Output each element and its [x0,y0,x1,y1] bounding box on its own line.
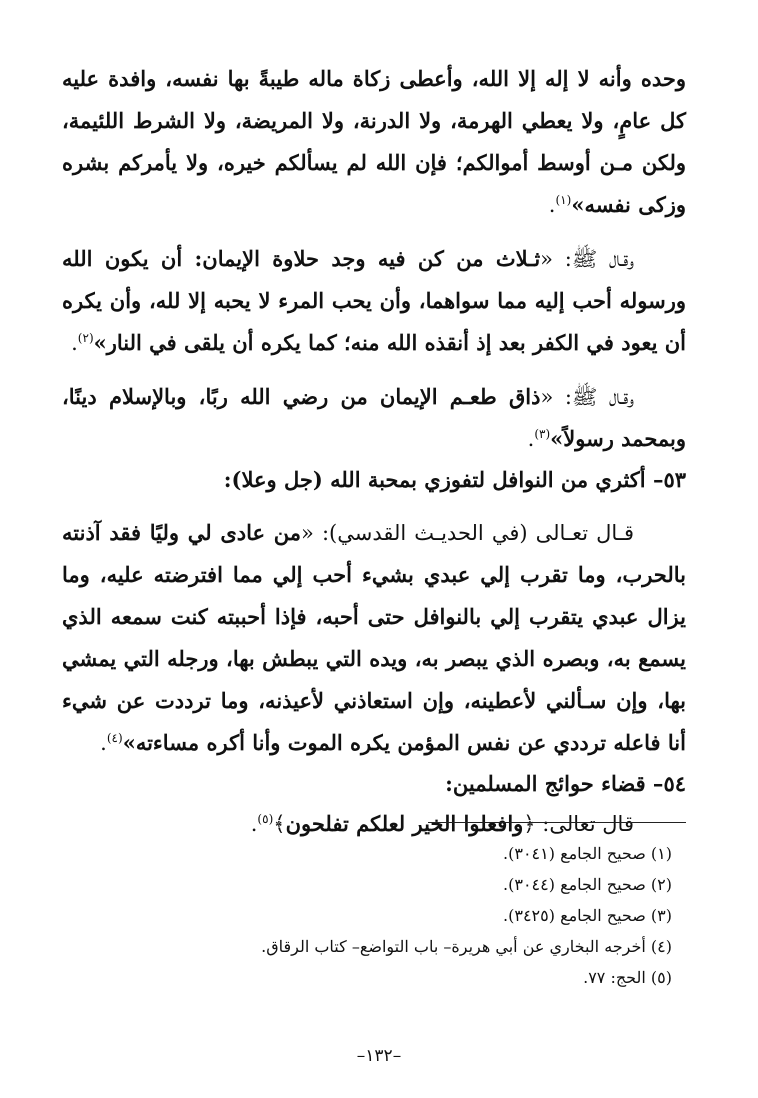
hadith-text: ذاق طعـم الإيمان من رضي الله ربًا، وبالإسلام دينًا، وبمحمد رسولاً» [62,384,686,451]
paragraph-hadith-qudsi: قـال تعـالى (في الحديـث القدسي): «من عادى لي وليًا فقد آذنته بالحرب، وما تقرب إلي عبدي بشيء أحب إلي مما افترضته عليه، وما يزال عبدي يتقرب إلي بالنوافل حتى أحبه، فإذا أحببته كنت سمعه الذي يسمع به، وبصره الذي يبصر به، ويده التي يبطش بها، ورجله التي يمشي بها، وإن سـألني لأعطينه، وإن استعاذني لأعيذنه، وما ترددت عن شيء أنا فاعله ترددي عن نفس المؤمن يكره الموت وأنا أكره مساءته»$^{(٤)}$. [62,520,686,755]
footnote-divider [428,822,686,823]
footnote-ref-4: (٤) [106,731,123,745]
footnote-item: (٤) أخرجه البخاري عن أبي هريرة– باب التواضع– كتاب الرقاق. [261,937,672,956]
footnote-ref-1: (١) [555,193,572,207]
footnote-item: (٥) الحج: ٧٧. [583,968,672,987]
hadith-text: ثـلاث من كن فيه وجد حلاوة الإيمان: أن يكون الله ورسوله أحب إليه مما سواهما، وأن يحب المرء لا يحبه إلا لله، وأن يكره أن يعود في الكفر بعد إذ أنقذه الله منه؛ كما يكره أن يلقى في النار» [62,246,686,355]
footnote-ref-3: (٣) [534,427,551,441]
page-body [62,58,686,844]
section-heading-53: ٥٣– أكثري من النوافل لتفوزي بمحبة الله (جل وعلا): [223,467,686,492]
verse-intro: قال تعالى: ﴿ [523,812,634,836]
footnote-item: (٣) صحيح الجامع (٣٤٢٥). [503,906,672,925]
hadith-intro: وقـال ﷺ: « [540,247,634,271]
footnote-item: (٢) صحيح الجامع (٣٠٤٤). [503,875,672,894]
page-number: –١٣٢– [356,1046,402,1066]
footnote-ref-2: (٢) [77,331,94,345]
verse-text: وافعلوا الخير لعلكم تفلحون [285,811,524,836]
paragraph-hadith-sweetness: وقـال ﷺ: «ثـلاث من كن فيه وجد حلاوة الإيمان: أن يكون الله ورسوله أحب إليه مما سواهما، وأن يحب المرء لا يحبه إلا لله، وأن يكره أن يعود في الكفر بعد إذ أنقذه الله منه؛ كما يكره أن يلقى في النار»$^{(٢)}$. [62,246,686,355]
section-heading-54: ٥٤– قضاء حوائج المسلمين: [445,771,686,796]
verse-close: ﴾ [273,812,286,836]
hadith-intro: وقـال ﷺ: « [540,385,634,409]
footnote-ref-5: (٥) [257,812,274,826]
hadith-text: من عادى لي وليًا فقد آذنته بالحرب، وما تقرب إلي عبدي بشيء أحب إلي مما افترضته عليه، وما يزال عبدي يتقرب إلي بالنوافل حتى أحبه، فإذا أحببته كنت سمعه الذي يسمع به، وبصره الذي يبصر به، ويده التي يبطش بها، ورجله التي يمشي بها، وإن سـألني لأعطينه، وإن استعاذني لأعيذنه، وما ترددت عن شيء أنا فاعله ترددي عن نفس المؤمن يكره الموت وأنا أكره مساءته» [62,520,686,755]
paragraph-quran-verse: قال تعالى: ﴿وافعلوا الخير لعلكم تفلحون﴾$^{(٥)}$. [250,811,634,836]
paragraph-hadith-taste: وقـال ﷺ: «ذاق طعـم الإيمان من رضي الله ربًا، وبالإسلام دينًا، وبمحمد رسولاً»$^{(٣)}$. [62,384,686,451]
hadith-intro: قـال تعـالى (في الحديـث القدسي): « [301,521,634,545]
footnote-item: (١) صحيح الجامع (٣٠٤١). [503,844,672,863]
hadith-text: وحده وأنه لا إله إلا الله، وأعطى زكاة ماله طيبةً بها نفسه، وافدة عليه كل عامٍ، ولا يعطي الهرمة، ولا الدرنة، ولا المريضة، ولا الشرط اللئيمة، ولكن مـن أوسط أموالكم؛ فإن الله لم يسألكم خيره، ولا يأمركم بشره وزكى نفسه» [62,66,686,217]
paragraph-hadith-zakat: وحده وأنه لا إله إلا الله، وأعطى زكاة ماله طيبةً بها نفسه، وافدة عليه كل عامٍ، ولا يعطي الهرمة، ولا الدرنة، ولا المريضة، ولا الشرط اللئيمة، ولكن مـن أوسط أموالكم؛ فإن الله لم يسألكم خيره، ولا يأمركم بشره وزكى نفسه»$^{(١)}$. [62,66,686,217]
footnotes [62,838,672,993]
